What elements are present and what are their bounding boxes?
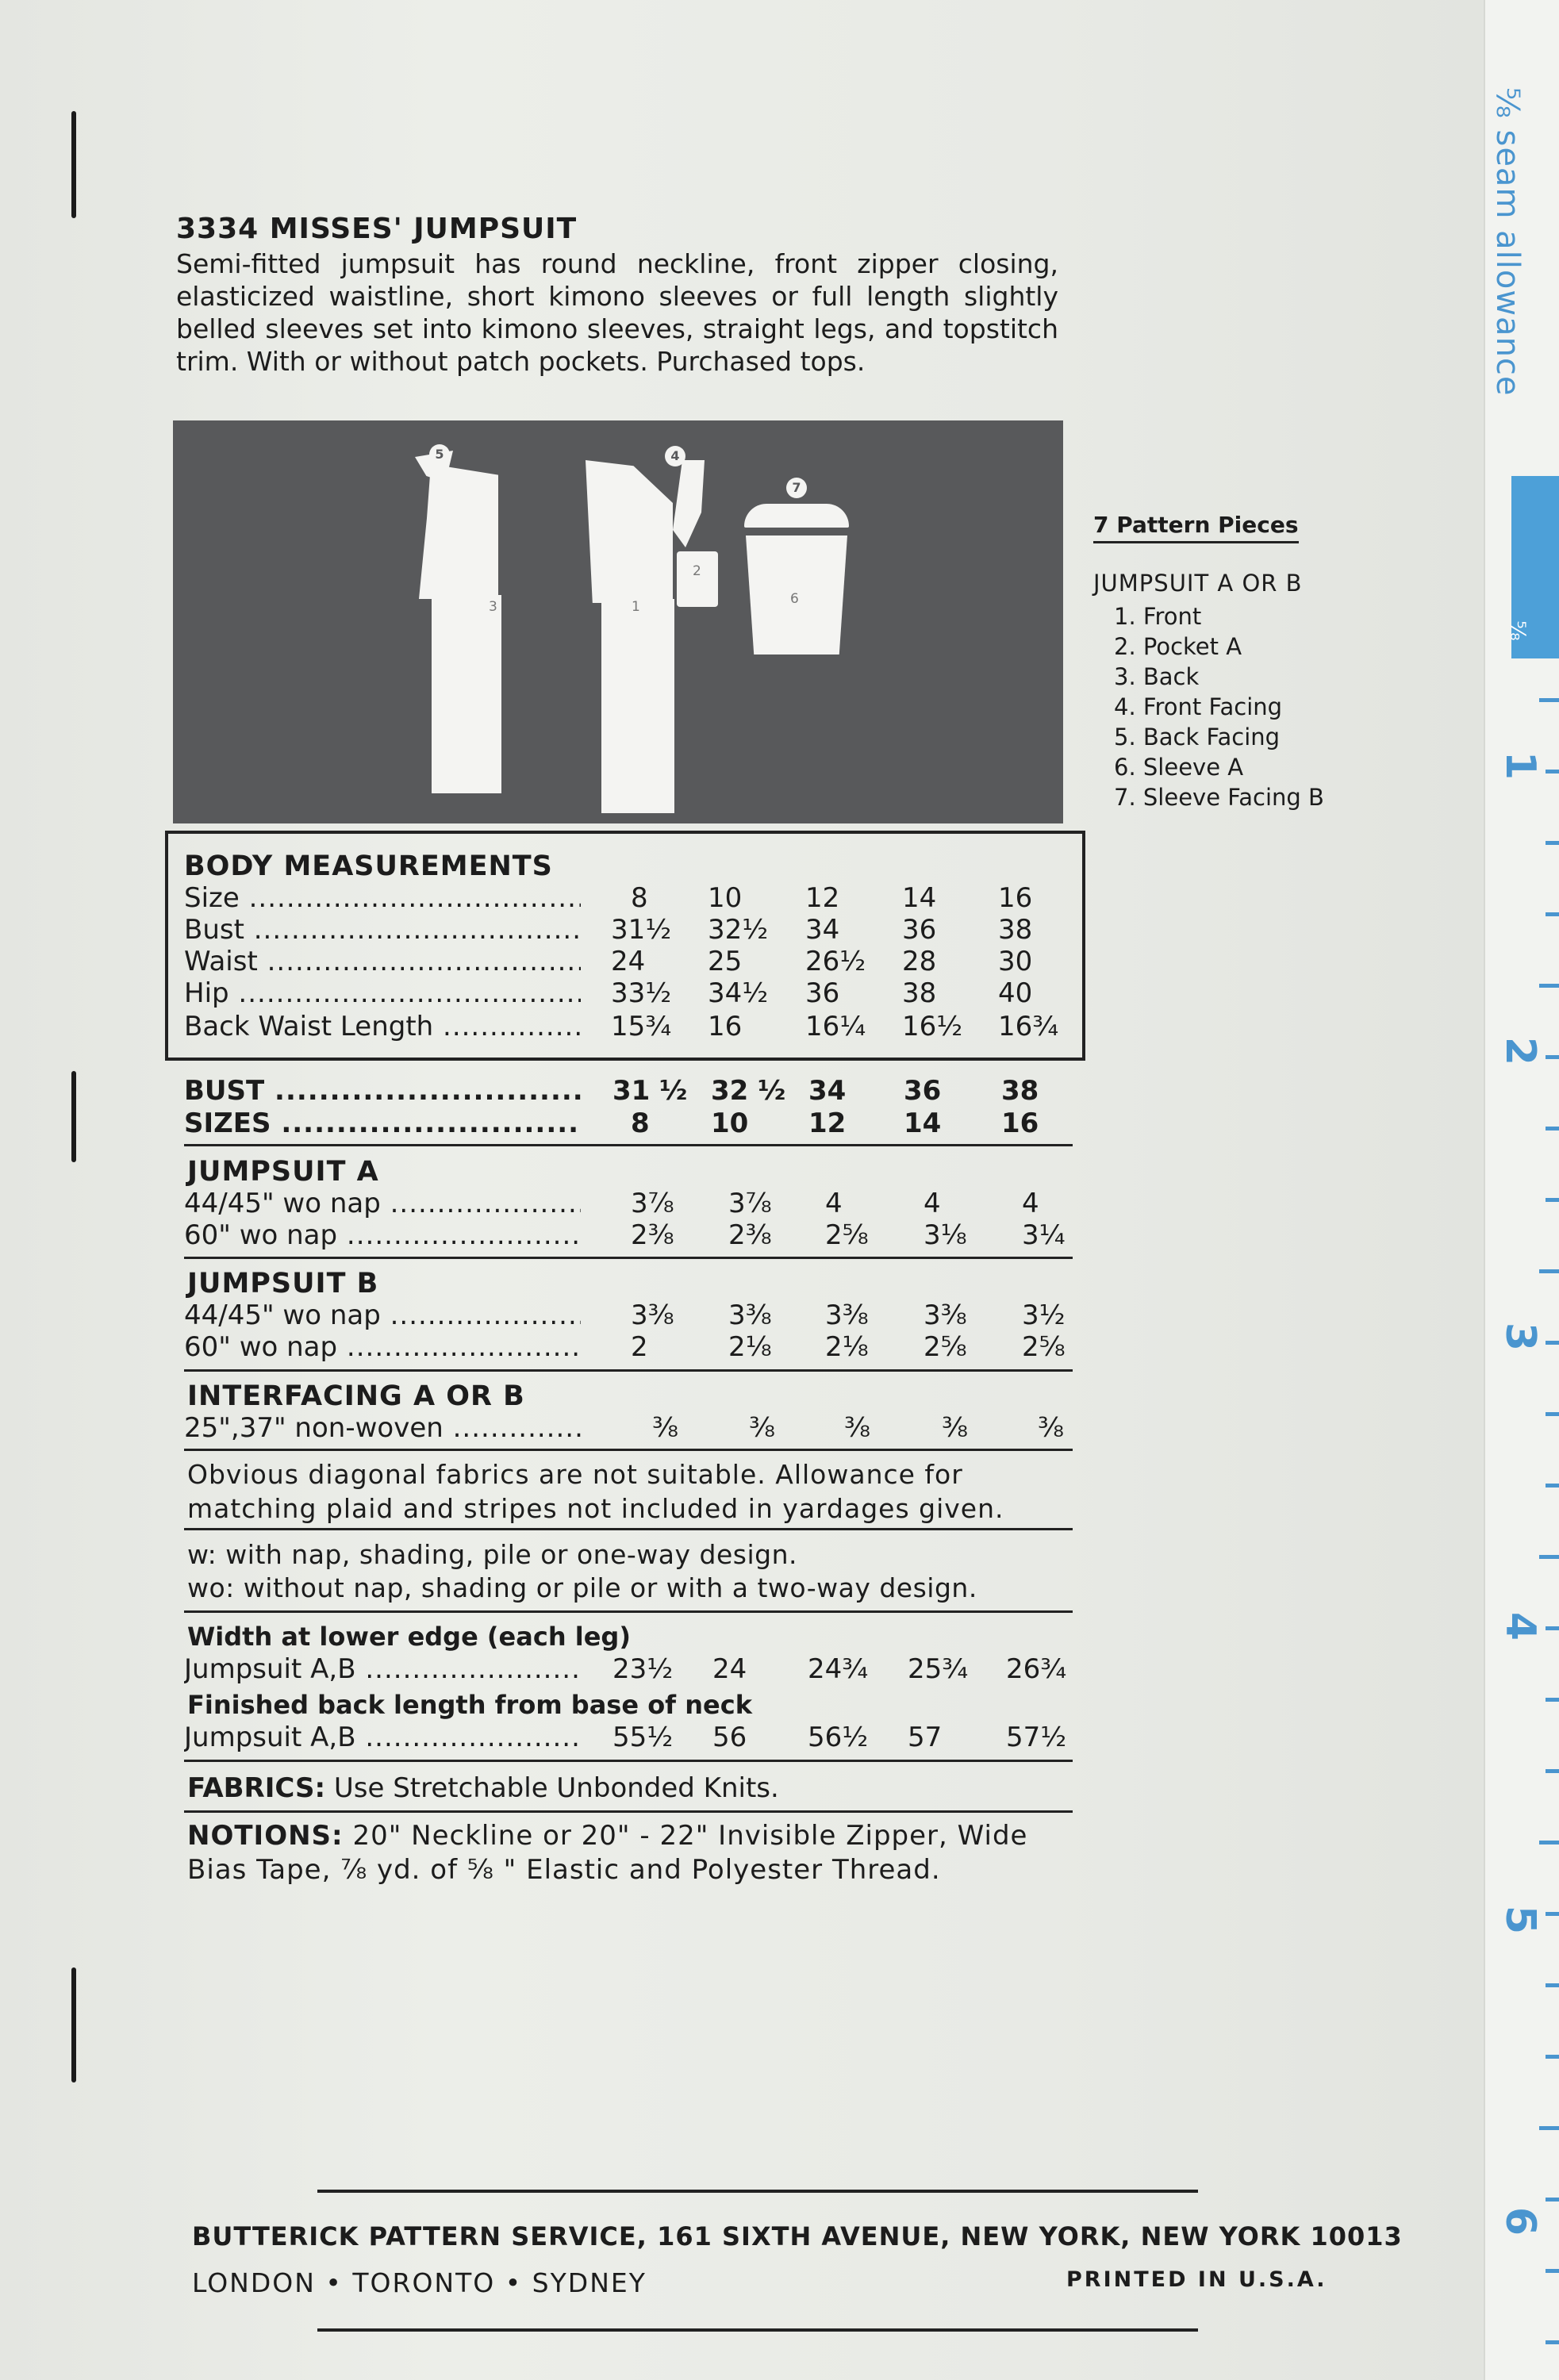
list-item: 4. Front Facing <box>1114 693 1283 720</box>
ruler-tick <box>1539 984 1559 988</box>
cell: 2⅜ <box>631 1219 674 1251</box>
notions-line <box>187 1819 1073 1887</box>
cell: 2⅛ <box>728 1331 772 1363</box>
ruler-number: 1 <box>1496 750 1545 781</box>
row-label: 25",37" non-woven ..... <box>184 1412 581 1444</box>
cell: ⅜ <box>942 1412 968 1444</box>
seam-allowance-mark: ⅝ <box>1505 620 1530 641</box>
piece-label: 1 <box>632 599 640 615</box>
table-row <box>184 977 1073 1009</box>
pattern-pieces-heading: 7 Pattern Pieces <box>1093 512 1299 543</box>
width-heading: Width at lower edge (each leg) <box>187 1622 631 1652</box>
ruler-number: 2 <box>1496 1036 1545 1066</box>
cell: 38 <box>902 977 937 1009</box>
cell: 34½ <box>708 977 769 1009</box>
cell: 3⅛ <box>923 1219 967 1251</box>
cell: 16 <box>998 882 1033 914</box>
table-row <box>184 1075 1073 1107</box>
divider <box>184 1449 1073 1451</box>
divider <box>184 1369 1073 1372</box>
divider <box>184 1610 1073 1613</box>
cell: 34 <box>808 1075 847 1107</box>
cell: 3½ <box>1022 1299 1066 1331</box>
pattern-title: 3334 MISSES' JUMPSUIT <box>176 213 578 245</box>
cell: 2⅝ <box>1022 1331 1066 1363</box>
piece-back-top <box>419 464 498 599</box>
cell: 24 <box>712 1653 747 1685</box>
row-label: BUST ..... <box>184 1075 581 1107</box>
without-nap-note: wo: without nap, shading or pile or with a two-way design. <box>187 1572 977 1603</box>
ruler-tick <box>1546 1127 1559 1130</box>
row-label: SIZES ..... <box>184 1107 581 1139</box>
cell: 36 <box>805 977 840 1009</box>
ruler-tick <box>1539 1841 1559 1844</box>
ruler-tick <box>1546 912 1559 916</box>
piece-front-top <box>586 460 673 603</box>
table-row <box>184 1331 1073 1363</box>
cell: 57 <box>908 1722 943 1753</box>
piece-label: 6 <box>790 591 799 607</box>
row-label: 44/45" wo nap ..... <box>184 1299 581 1331</box>
piece-label: 3 <box>489 599 497 615</box>
cell: 31 ½ <box>612 1075 688 1107</box>
cell: 23½ <box>612 1653 674 1685</box>
cell: 55½ <box>612 1722 674 1753</box>
row-label: Size ..... <box>184 882 581 914</box>
divider <box>184 1760 1073 1762</box>
piece-front-facing <box>673 460 705 547</box>
ruler-number: 3 <box>1496 1322 1545 1352</box>
divider <box>317 2328 1198 2332</box>
list-item: 2. Pocket A <box>1114 633 1242 660</box>
table-row <box>184 1188 1073 1219</box>
table-row <box>184 1412 1073 1444</box>
cell: 40 <box>998 977 1033 1009</box>
ruler-tick <box>1539 1269 1559 1273</box>
table-row <box>184 914 1073 946</box>
binding-mark <box>71 111 76 218</box>
ruler-title: ⅝ seam allowance <box>1489 87 1526 397</box>
cell: 4 <box>1022 1188 1039 1219</box>
ruler-tick <box>1546 1412 1559 1416</box>
cell: 14 <box>904 1107 942 1139</box>
piece-front-leg <box>601 599 674 813</box>
table-row <box>184 1653 1073 1685</box>
ruler-tick <box>1546 1055 1559 1059</box>
row-label: Jumpsuit A,B ..... <box>184 1653 581 1685</box>
fabrics-label: FABRICS: <box>187 1772 326 1804</box>
piece-sleeve-facing <box>744 504 849 528</box>
ruler-tick <box>1546 1912 1559 1916</box>
divider <box>184 1528 1073 1530</box>
pattern-pieces-diagram <box>173 420 1063 823</box>
cell: 10 <box>711 1107 749 1139</box>
ruler-tick <box>1539 698 1559 702</box>
cell: 26¾ <box>1006 1653 1067 1685</box>
list-item: 5. Back Facing <box>1114 724 1281 750</box>
diagonal-note: Obvious diagonal fabrics are not suitable. Allowance for matching plaid and stripes not included in yardages given. <box>187 1459 1004 1524</box>
cell: ⅜ <box>844 1412 870 1444</box>
cell: 26½ <box>805 946 866 977</box>
ruler-tick <box>1546 1769 1559 1773</box>
cell: 16 <box>708 1011 743 1042</box>
cell: 3⅜ <box>825 1299 869 1331</box>
row-label: Waist ..... <box>184 946 581 977</box>
row-label: Hip ..... <box>184 977 581 1009</box>
cell: 38 <box>998 914 1033 946</box>
cell: 2⅜ <box>728 1219 772 1251</box>
ruler-tick <box>1539 1555 1559 1559</box>
ruler-tick <box>1546 770 1559 774</box>
row-label: 60" wo nap ..... <box>184 1331 581 1363</box>
ruler-tick <box>1546 841 1559 845</box>
jumpsuit-a-heading: JUMPSUIT A <box>187 1156 379 1188</box>
list-item: 7. Sleeve Facing B <box>1114 784 1324 811</box>
ruler-tick <box>1546 1626 1559 1630</box>
printed-in: PRINTED IN U.S.A. <box>1066 2267 1327 2292</box>
cell: 12 <box>808 1107 847 1139</box>
divider <box>184 1257 1073 1259</box>
row-label: Bust ..... <box>184 914 581 946</box>
cell: 36 <box>902 914 937 946</box>
cell: 2⅝ <box>825 1219 869 1251</box>
cell: 3⅜ <box>923 1299 967 1331</box>
cell: 31½ <box>611 914 672 946</box>
cell: 32 ½ <box>711 1075 786 1107</box>
cell: 36 <box>904 1075 942 1107</box>
row-label: 60" wo nap ..... <box>184 1219 581 1251</box>
ruler-tick <box>1546 1341 1559 1345</box>
cell: 2⅛ <box>825 1331 869 1363</box>
ruler-number: 5 <box>1496 1905 1545 1935</box>
publisher-address: BUTTERICK PATTERN SERVICE, 161 SIXTH AVENUE, NEW YORK, NEW YORK 10013 <box>192 2221 1403 2251</box>
ruler-number: 4 <box>1496 1611 1545 1641</box>
list-item: 1. Front <box>1114 603 1202 630</box>
cell: 8 <box>631 1107 650 1139</box>
cell: 56 <box>712 1722 747 1753</box>
cell: 14 <box>902 882 937 914</box>
table-row <box>184 1011 1073 1042</box>
cell: 3⅞ <box>631 1188 674 1219</box>
cell: 2 <box>631 1331 648 1363</box>
table-row <box>184 1107 1073 1139</box>
body-measurements-title: BODY MEASUREMENTS <box>184 850 553 882</box>
ruler-tick <box>1546 2340 1559 2344</box>
binding-mark <box>71 1967 76 2082</box>
row-label: 44/45" wo nap ..... <box>184 1188 581 1219</box>
cell: 25¾ <box>908 1653 969 1685</box>
cell: 25 <box>708 946 743 977</box>
piece-back-leg <box>432 595 501 793</box>
cell: 16½ <box>902 1011 963 1042</box>
cell: 30 <box>998 946 1033 977</box>
cell: 32½ <box>708 914 769 946</box>
cell: 34 <box>805 914 840 946</box>
cell: 10 <box>708 882 743 914</box>
binding-mark <box>71 1071 76 1162</box>
cell: 8 <box>631 882 648 914</box>
cell: 3⅞ <box>728 1188 772 1219</box>
cell: 4 <box>923 1188 941 1219</box>
cell: 16 <box>1001 1107 1039 1139</box>
ruler-tick <box>1546 1198 1559 1202</box>
pattern-pieces-list <box>1114 601 1324 812</box>
cell: ⅜ <box>652 1412 678 1444</box>
pattern-description: Semi-fitted jumpsuit has round neckline, front zipper closing, elasticized waistline, short kimono sleeves or full length slightly belled sleeves set into kimono sleeves, straight legs, and topstitch trim. With or without patch pockets. Purchased tops. <box>176 248 1058 377</box>
table-row <box>184 1299 1073 1331</box>
ruler-number: 6 <box>1496 2206 1545 2236</box>
cell: 38 <box>1001 1075 1039 1107</box>
cell: 56½ <box>808 1722 869 1753</box>
cell: 16¼ <box>805 1011 866 1042</box>
cell: ⅜ <box>1038 1412 1064 1444</box>
length-heading: Finished back length from base of neck <box>187 1690 752 1720</box>
cell: 12 <box>805 882 840 914</box>
cell: 24¾ <box>808 1653 869 1685</box>
jumpsuit-b-heading: JUMPSUIT B <box>187 1268 379 1299</box>
divider <box>317 2190 1198 2193</box>
piece-callout: 4 <box>665 446 685 466</box>
row-label: Back Waist Length ..... <box>184 1011 581 1042</box>
ruler-tick <box>1546 2269 1559 2273</box>
ruler-tick <box>1546 1698 1559 1702</box>
table-row <box>184 1722 1073 1753</box>
cell: 3⅜ <box>631 1299 674 1331</box>
ruler-tick <box>1546 2055 1559 2059</box>
list-item: 6. Sleeve A <box>1114 754 1244 781</box>
cell: 3⅜ <box>728 1299 772 1331</box>
cell: 16¾ <box>998 1011 1059 1042</box>
cell: 24 <box>611 946 646 977</box>
cell: ⅜ <box>749 1412 775 1444</box>
row-label: Jumpsuit A,B ..... <box>184 1722 581 1753</box>
ruler-tick <box>1546 2198 1559 2202</box>
divider <box>184 1144 1073 1146</box>
notions-label: NOTIONS: <box>187 1820 344 1852</box>
table-row <box>184 882 1073 914</box>
cell: 3¼ <box>1022 1219 1066 1251</box>
cell: 57½ <box>1006 1722 1067 1753</box>
ruler-tick <box>1539 2126 1559 2130</box>
list-item: 3. Back <box>1114 663 1200 690</box>
cell: 4 <box>825 1188 843 1219</box>
ruler-tick <box>1546 1484 1559 1488</box>
cell: 33½ <box>611 977 672 1009</box>
table-row <box>184 1219 1073 1251</box>
cell: 28 <box>902 946 937 977</box>
ruler-tick <box>1546 1983 1559 1987</box>
piece-label: 2 <box>693 563 701 579</box>
fabrics-text: Use Stretchable Unbonded Knits. <box>333 1772 779 1804</box>
with-nap-note: w: with nap, shading, pile or one-way design. <box>187 1539 797 1570</box>
interfacing-heading: INTERFACING A OR B <box>187 1380 525 1412</box>
table-row <box>184 946 1073 977</box>
piece-callout: 5 <box>429 444 450 465</box>
pattern-pieces-group: JUMPSUIT A OR B <box>1093 570 1303 597</box>
fabrics-line <box>187 1772 779 1804</box>
piece-callout: 7 <box>786 478 807 498</box>
cell: 2⅝ <box>923 1331 967 1363</box>
publisher-cities: LONDON • TORONTO • SYDNEY <box>192 2267 647 2298</box>
divider <box>184 1810 1073 1813</box>
piece-pocket <box>677 551 718 607</box>
notions-text: 20" Neckline or 20" - 22" Invisible Zipper, Wide Bias Tape, ⅞ yd. of ⅝ " Elastic and Polyester Thread. <box>187 1820 1028 1886</box>
cell: 15¾ <box>611 1011 672 1042</box>
